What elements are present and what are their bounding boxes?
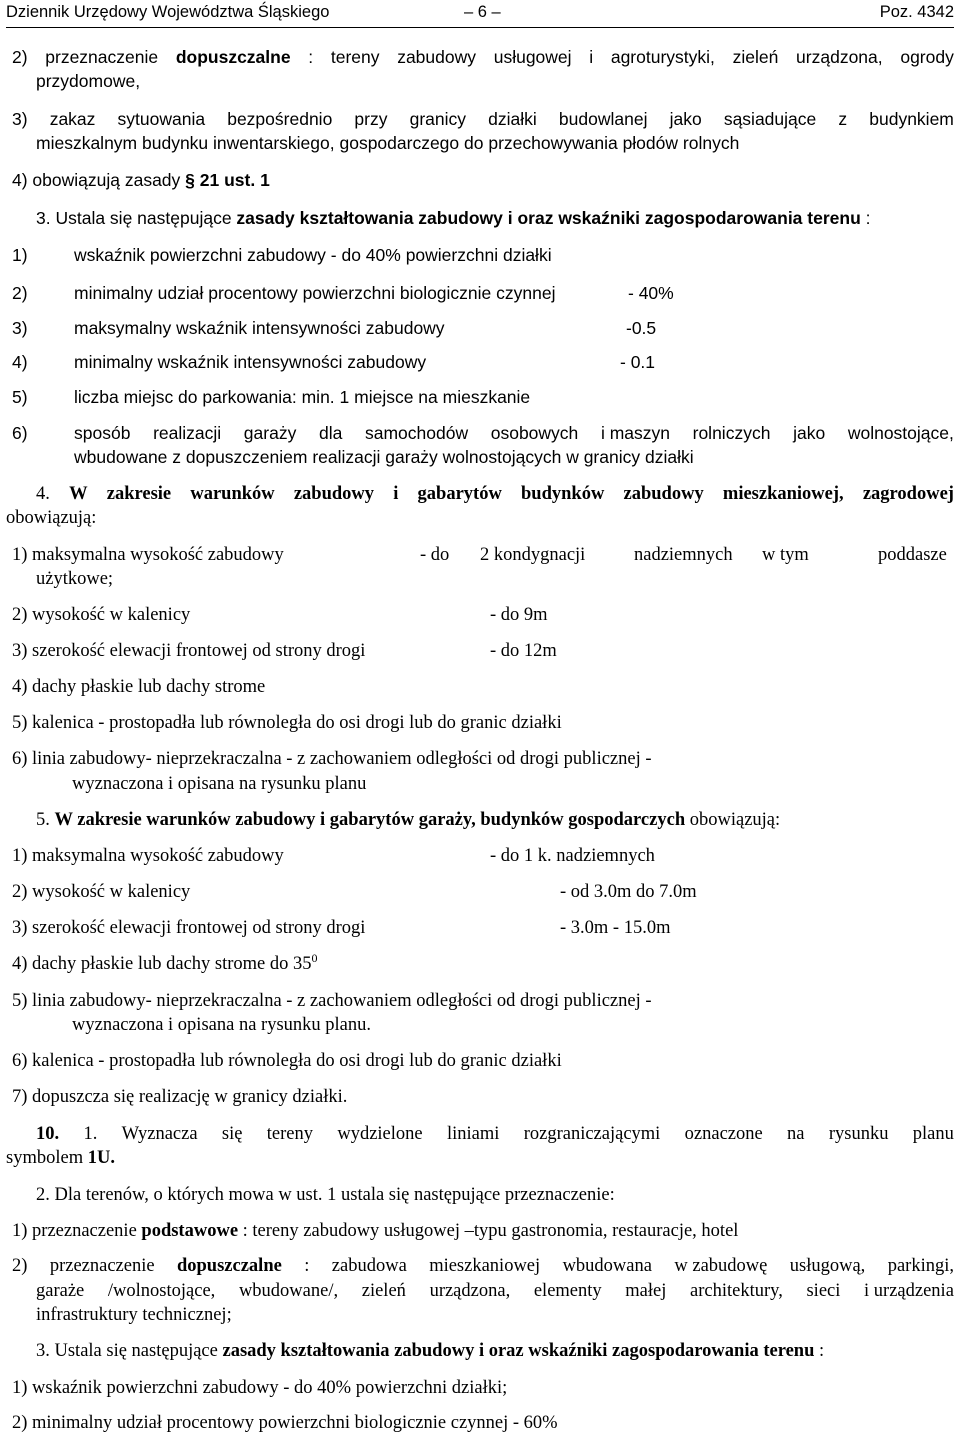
word: z — [838, 109, 848, 129]
word: wbudowane/, — [238, 1281, 339, 1301]
s10-heading-line1 — [36, 1122, 954, 1146]
s5-item-4 — [12, 952, 318, 976]
word: 4. — [36, 484, 50, 504]
word: budynków — [521, 484, 605, 504]
word: na — [787, 1124, 805, 1144]
word: liniami — [446, 1124, 500, 1144]
word: jako — [793, 423, 826, 443]
word: małej — [625, 1281, 667, 1301]
item-value: - do 1 k. nadziemnych — [490, 846, 655, 866]
s4-item-1-line2: użytkowe; — [36, 569, 114, 589]
s4-heading-line2: obowiązują: — [6, 508, 97, 528]
word: usługową, — [789, 1256, 866, 1276]
word: i — [393, 484, 399, 504]
item-label: 3) szerokość elewacji frontowej od strony drogi — [12, 641, 366, 661]
s3-heading — [36, 206, 871, 230]
item-value: - do 12m — [490, 641, 557, 661]
item-number: 5) — [12, 387, 28, 407]
word: przy — [354, 109, 388, 129]
s5-item-7: 7) dopuszcza się realizację w granicy działki. — [12, 1087, 348, 1107]
word: 3) — [12, 109, 28, 129]
s1-item4 — [12, 168, 270, 192]
word: zabudowy — [293, 484, 375, 504]
word: usługowej — [493, 47, 572, 67]
s10-para-3 — [36, 1339, 824, 1363]
item-label: maksymalny wskaźnik intensywności zabudowy — [74, 318, 445, 338]
zone-symbol: 1U. — [87, 1148, 115, 1168]
word: przeznaczenie — [49, 1256, 155, 1276]
section-number: 3. — [36, 208, 51, 228]
word: urządzona, — [796, 47, 883, 67]
s10-heading-line2 — [6, 1146, 115, 1170]
item-value: poddasze — [878, 545, 947, 565]
word: granicy — [409, 109, 467, 129]
position-number: Poz. 4342 — [879, 3, 954, 21]
s1-item3-line1 — [12, 107, 954, 131]
heading-text: Ustala się następujące — [50, 208, 237, 228]
word: dopuszczalne — [175, 47, 291, 67]
word: rysunku — [828, 1124, 889, 1144]
word: 2) — [12, 47, 28, 67]
word: rozgraniczającymi — [523, 1124, 661, 1144]
s10-p3-item-1: 1) wskaźnik powierzchni zabudowy - do 40% powierzchni działki; — [12, 1378, 508, 1398]
item-label: 2) wysokość w kalenicy — [12, 605, 191, 625]
heading-colon: : — [860, 208, 871, 228]
word: zabudowy — [623, 484, 704, 504]
word: garaże — [36, 1281, 85, 1301]
word: agroturystyki, — [610, 47, 715, 67]
word: W — [69, 484, 88, 504]
word: się — [221, 1124, 243, 1144]
word: warunków — [190, 484, 275, 504]
item-bold: podstawowe — [141, 1221, 239, 1241]
degree-superscript: 0 — [311, 950, 318, 965]
item-value: nadziemnych — [634, 545, 733, 565]
item-label: 1) maksymalna wysokość zabudowy — [12, 545, 284, 565]
word: mieszkaniowej — [429, 1256, 541, 1276]
s5-item-5-line2: wyznaczona i opisana na rysunku planu. — [72, 1015, 371, 1035]
journal-title: Dziennik Urzędowy Województwa Śląskiego — [6, 3, 330, 21]
s4-item-4: 4) dachy płaskie lub dachy strome — [12, 677, 266, 697]
word: bezpośrednio — [227, 109, 333, 129]
word: dopuszczalne — [176, 1256, 282, 1276]
s4-item-5: 5) kalenica - prostopadła lub równoległa do osi drogi lub do granic działki — [12, 713, 562, 733]
s10-p3-item-2: 2) minimalny udział procentowy powierzchni biologicznie czynnej - 60% — [12, 1413, 558, 1433]
s5-heading — [36, 808, 780, 832]
word: mieszkaniowej, — [722, 484, 844, 504]
word: planu — [912, 1124, 954, 1144]
item-label: 2) wysokość w kalenicy — [12, 882, 191, 902]
word: zakaz — [49, 109, 96, 129]
heading-bold: W zakresie warunków zabudowy i gabarytów garaży, budynków gospodarczych — [54, 810, 686, 830]
word: wolnostojące, — [847, 423, 954, 443]
heading-bold: zasady kształtowania zabudowy i oraz wskaźniki zagospodarowania terenu — [222, 1341, 815, 1361]
s10-item-2-line3: infrastruktury technicznej; — [36, 1305, 232, 1325]
word: sieci — [806, 1281, 841, 1301]
item-label: liczba miejsc do parkowania: min. 1 miejsce na mieszkanie — [74, 387, 531, 407]
item-value: - do 9m — [490, 605, 548, 625]
word: architektury, — [690, 1281, 783, 1301]
word: zieleń — [361, 1281, 406, 1301]
word: zabudowa — [331, 1256, 407, 1276]
s10-item-1 — [12, 1219, 738, 1243]
item-number: 3) — [12, 318, 28, 338]
word: samochodów — [364, 423, 469, 443]
word: wbudowana — [562, 1256, 652, 1276]
word: 2) — [12, 1256, 28, 1276]
word: sytuowania — [117, 109, 206, 129]
word: zagrodowej — [862, 484, 954, 504]
word: tereny — [266, 1124, 314, 1144]
word: Wyznacza — [121, 1124, 198, 1144]
item-label: wskaźnik powierzchni zabudowy - do 40% powierzchni działki — [74, 245, 552, 265]
word: garaży — [243, 423, 297, 443]
s1-item3-line2: mieszkalnym budynku inwentarskiego, gospodarczego do przechowywania płodów rolnych — [36, 133, 740, 153]
word: gabarytów — [417, 484, 502, 504]
word: urządzona, — [429, 1281, 511, 1301]
word: sąsiadujące — [723, 109, 817, 129]
word: i urządzenia — [864, 1281, 954, 1301]
heading-bold: zasady kształtowania zabudowy i oraz wskaźniki zagospodarowania terenu — [236, 208, 861, 228]
s4-item-6-line1: 6) linia zabudowy- nieprzekraczalna - z zachowaniem odległości od drogi publicznej - — [12, 749, 652, 769]
word: : — [304, 1256, 310, 1276]
paragraph-number: 10. — [36, 1124, 60, 1144]
s10-item-2-line1 — [12, 1254, 954, 1278]
word: w zabudowę — [674, 1256, 768, 1276]
word: i — [589, 47, 594, 67]
s10-item-2-line2 — [36, 1279, 954, 1303]
s4-heading-line1 — [36, 482, 954, 506]
heading-colon: : — [814, 1341, 825, 1361]
item-value: 2 kondygnacji — [480, 545, 586, 565]
item-value: - od 3.0m do 7.0m — [560, 882, 697, 902]
s5-item-5-line1: 5) linia zabudowy- nieprzekraczalna - z zachowaniem odległości od drogi publicznej - — [12, 991, 652, 1011]
word: zakresie — [106, 484, 172, 504]
s3-item-6-number: 6) — [12, 423, 28, 443]
word: : — [308, 47, 314, 67]
heading-text: 3. Ustala się następujące — [36, 1341, 223, 1361]
item-text: 1) przeznaczenie — [12, 1221, 142, 1241]
item-value: w tym — [762, 545, 809, 565]
word: 1. — [83, 1124, 98, 1144]
heading-text: symbolem — [6, 1148, 88, 1168]
s1-item2-line1 — [12, 45, 954, 69]
word: parkingi, — [887, 1256, 954, 1276]
word: osobowych — [490, 423, 579, 443]
item-value: - do — [420, 545, 450, 565]
item-label: 1) maksymalna wysokość zabudowy — [12, 846, 284, 866]
word: tereny — [330, 47, 380, 67]
word: działki — [488, 109, 537, 129]
page-header — [6, 0, 954, 28]
section-number: 5. — [36, 810, 50, 830]
item-value: - 40% — [628, 283, 674, 303]
word: realizacji — [153, 423, 222, 443]
word: zieleń — [732, 47, 779, 67]
word: i maszyn — [600, 423, 670, 443]
page-number: – 6 – — [464, 3, 501, 21]
word: wydzielone — [337, 1124, 423, 1144]
item-value: - 0.1 — [620, 352, 656, 372]
word: dla — [318, 423, 343, 443]
item-text: 4) dachy płaskie lub dachy strome do 35 — [12, 954, 312, 974]
item-value: -0.5 — [626, 318, 657, 338]
paragraph-ref: 21 ust. 1 — [199, 170, 270, 190]
word: zabudowy — [397, 47, 477, 67]
word: jako — [669, 109, 702, 129]
item-label: 3) szerokość elewacji frontowej od strony drogi — [12, 918, 366, 938]
item-number: 2) — [12, 283, 28, 303]
item-label: minimalny udział procentowy powierzchni biologicznie czynnej — [74, 283, 556, 303]
word: rolniczych — [692, 423, 771, 443]
word: oznaczone — [684, 1124, 763, 1144]
s1-item2-line2: przydomowe, — [36, 71, 141, 91]
word: przeznaczenie — [45, 47, 159, 67]
s4-item-6-line2: wyznaczona i opisana na rysunku planu — [72, 774, 367, 794]
paragraph-symbol: § — [185, 170, 195, 190]
word: sposób — [74, 423, 131, 443]
word: budowlanej — [558, 109, 648, 129]
item-value: - 3.0m - 15.0m — [560, 918, 671, 938]
s3-item-6-line1 — [74, 421, 954, 445]
s10-para-2: 2. Dla terenów, o których mowa w ust. 1 ustala się następujące przeznaczenie: — [36, 1185, 615, 1205]
word: /wolnostojące, — [107, 1281, 216, 1301]
word: ogrody — [900, 47, 954, 67]
item-text: : tereny zabudowy usługowej –typu gastronomia, restauracje, hotel — [238, 1221, 739, 1241]
word: elementy — [533, 1281, 602, 1301]
item-label: minimalny wskaźnik intensywności zabudowy — [74, 352, 427, 372]
s5-item-6: 6) kalenica - prostopadła lub równoległa do osi drogi lub do granic działki — [12, 1051, 562, 1071]
item-number: 1) — [12, 245, 28, 265]
word: budynkiem — [869, 109, 954, 129]
s3-item-6-line2: wbudowane z dopuszczeniem realizacji garaży wolnostojących w granicy działki — [74, 447, 694, 467]
item-text: 4) obowiązują zasady — [12, 170, 186, 190]
item-number: 4) — [12, 352, 28, 372]
heading-text: obowiązują: — [685, 810, 781, 830]
